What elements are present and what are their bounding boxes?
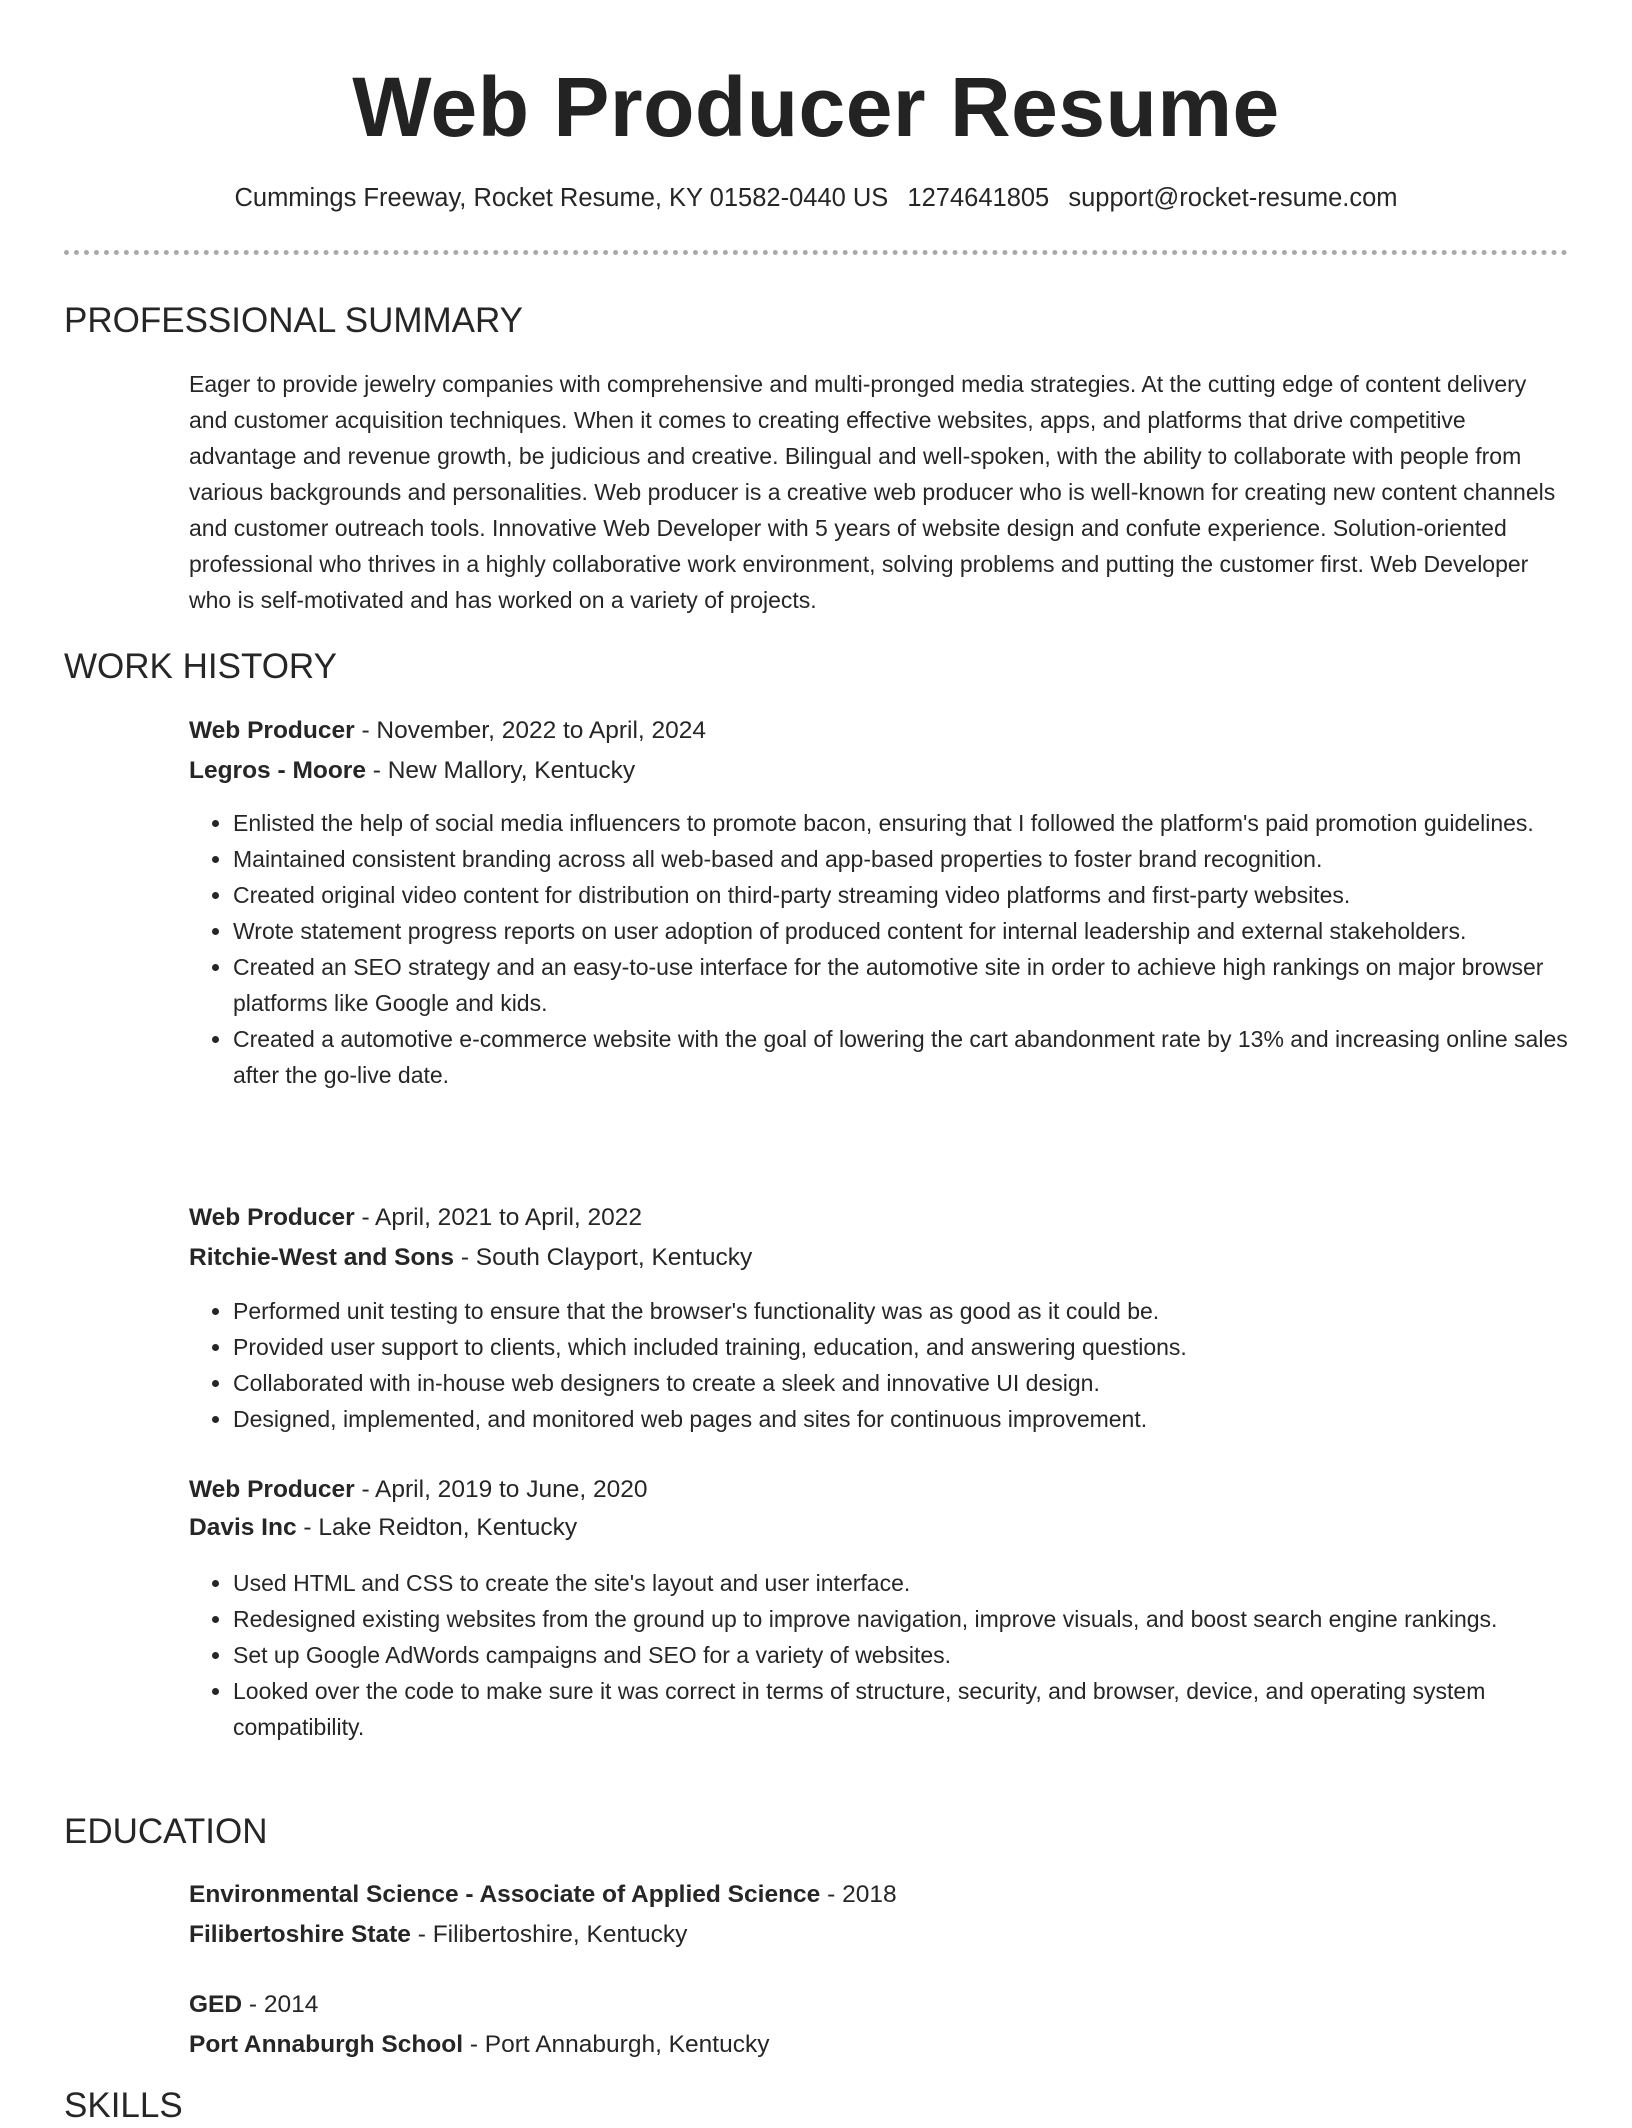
education-1-location: - Filibertoshire, Kentucky [410, 1921, 688, 1948]
job-1-company: Legros - Moore [189, 757, 366, 784]
contact-phone: 1274641805 [907, 184, 1050, 212]
list-item: • Enlisted the help of social media influencers to promote bacon, ensuring that I followed the platform's paid promotion guidelines. [233, 805, 1613, 841]
list-item: • Created a automotive e-commerce website with the goal of lowering the cart abandonment rate by 13% and increasing online sales after the go-live date. [233, 1021, 1613, 1093]
job-3-company-line [189, 1510, 577, 1546]
job-3-dates: - April, 2019 to June, 2020 [354, 1476, 648, 1503]
list-item: • Set up Google AdWords campaigns and SEO for a variety of websites. [233, 1637, 1613, 1673]
education-2-school-line [189, 2027, 769, 2063]
list-item: • Collaborated with in-house web designers to create a sleek and innovative UI design. [233, 1365, 1613, 1401]
header-divider [64, 250, 1568, 255]
list-item: • Performed unit testing to ensure that the browser's functionality was as good as it could be. [233, 1293, 1613, 1329]
list-item: • Created an SEO strategy and an easy-to-use interface for the automotive site in order to achieve high rankings on major browser platforms like Google and kids. [233, 949, 1613, 1021]
contact-line [0, 178, 1632, 218]
job-3-bullets [189, 1565, 1613, 1745]
job-1-title-line [189, 713, 706, 749]
list-item: • Provided user support to clients, which included training, education, and answering questions. [233, 1329, 1613, 1365]
education-heading: EDUCATION [64, 1812, 268, 1851]
contact-email: support@rocket-resume.com [1068, 184, 1398, 212]
education-1-year: - 2018 [820, 1881, 897, 1908]
education-1-school-line [189, 1917, 687, 1953]
job-2-title-line [189, 1200, 642, 1236]
skills-heading: SKILLS [64, 2086, 183, 2125]
job-2-company: Ritchie-West and Sons [189, 1244, 455, 1271]
education-2-year: - 2014 [242, 1991, 319, 2018]
job-1-title: Web Producer [189, 717, 355, 744]
education-1-degree: Environmental Science - Associate of Applied Science [189, 1881, 821, 1908]
job-2-company-line [189, 1240, 752, 1276]
job-3-title: Web Producer [189, 1476, 355, 1503]
summary-heading: PROFESSIONAL SUMMARY [64, 301, 523, 340]
education-2-degree: GED [189, 1991, 243, 2018]
job-2-location: - South Clayport, Kentucky [454, 1244, 753, 1271]
education-2-degree-line [189, 1987, 318, 2023]
job-1-location: - New Mallory, Kentucky [365, 757, 636, 784]
list-item: • Used HTML and CSS to create the site's layout and user interface. [233, 1565, 1613, 1601]
list-item: • Redesigned existing websites from the ground up to improve navigation, improve visuals, and boost search engine rankings. [233, 1601, 1613, 1637]
job-1-company-line [189, 753, 635, 789]
job-3-location: - Lake Reidton, Kentucky [296, 1514, 578, 1541]
job-2-title: Web Producer [189, 1204, 355, 1231]
list-item: • Created original video content for distribution on third-party streaming video platforms and first-party websites. [233, 877, 1613, 913]
summary-text: Eager to provide jewelry companies with comprehensive and multi-pronged media strategies. At the cutting edge of content delivery and customer acquisition techniques. When it comes to creating effective websites, apps, and platforms that drive competitive advantage and revenue growth, be judicious and creative. Bilingual and well-spoken, with the ability to collaborate with people from various backgrounds and personalities. Web producer is a creative web producer who is well-known for creating new content channels and customer outreach tools. Innovative Web Developer with 5 years of website design and confute experience. Solution-oriented professional who thrives in a highly collaborative work environment, solving problems and putting the customer first. Web Developer who is self-motivated and has worked on a variety of projects. [189, 371, 1556, 613]
education-2-school: Port Annaburgh School [189, 2031, 464, 2058]
education-1-degree-line [189, 1877, 897, 1913]
job-1-dates: - November, 2022 to April, 2024 [354, 717, 707, 744]
list-item: • Looked over the code to make sure it was correct in terms of structure, security, and browser, device, and operating system compatibility. [233, 1673, 1613, 1745]
resume-title: Web Producer Resume [352, 60, 1280, 154]
job-2-bullets [189, 1293, 1613, 1437]
job-3-company: Davis Inc [189, 1514, 297, 1541]
list-item: • Wrote statement progress reports on user adoption of produced content for internal leadership and external stakeholders. [233, 913, 1613, 949]
list-item: • Maintained consistent branding across all web-based and app-based properties to foster brand recognition. [233, 841, 1613, 877]
work-history-heading: WORK HISTORY [64, 647, 337, 686]
education-1-school: Filibertoshire State [189, 1921, 411, 1948]
contact-address: Cummings Freeway, Rocket Resume, KY 01582-0440 US [234, 184, 889, 212]
job-2-dates: - April, 2021 to April, 2022 [354, 1204, 643, 1231]
job-3-title-line [189, 1472, 647, 1508]
list-item: • Designed, implemented, and monitored web pages and sites for continuous improvement. [233, 1401, 1613, 1437]
education-2-location: - Port Annaburgh, Kentucky [463, 2031, 770, 2058]
job-1-bullets [189, 805, 1613, 1093]
